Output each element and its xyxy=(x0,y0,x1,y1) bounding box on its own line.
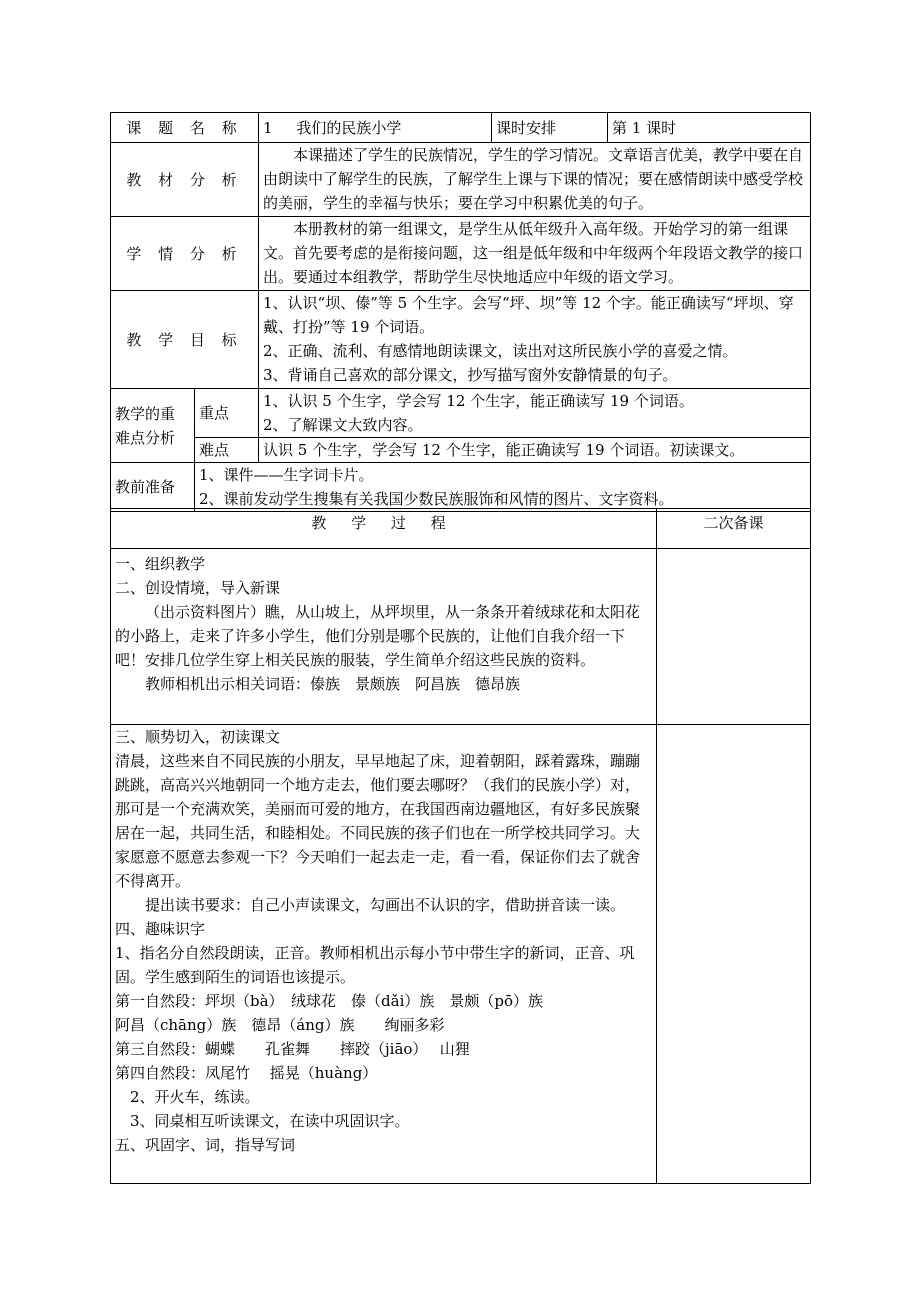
goal-1: 1、认识“坝、傣”等 5 个生字。会写“坪、坝”等 12 个字。能正确读写“坪坝、穿戴、打扮”等 19 个词语。 xyxy=(263,294,794,336)
prep-item-1: 1、课件——生字词卡片。 xyxy=(199,466,374,484)
process-block-2 xyxy=(111,725,657,1184)
teaching-process-table xyxy=(110,508,811,1184)
process-header xyxy=(111,509,657,549)
step-organize: 一、组织教学 xyxy=(115,555,206,573)
keypoints-label-line-1: 教学的重 xyxy=(115,404,176,423)
lesson-title: 我们的民族小学 xyxy=(296,118,402,137)
step-introduce-words: 教师相机出示相关词语：傣族 景颇族 阿昌族 德昂族 xyxy=(145,675,521,693)
course-title-label: 课 题 名 称 xyxy=(111,113,259,143)
literacy-item-1: 1、指名分自然段朗读，正音。教师相机出示每小节中带生字的新词，正音、巩固。学生感到陌生的词语也该提示。 xyxy=(115,944,635,986)
reading-requirement: 提出读书要求：自己小声读课文，勾画出不认识的字，借助拼音读一读。 xyxy=(145,896,626,914)
difficulty-label: 难点 xyxy=(195,438,259,463)
schedule-label: 课时安排 xyxy=(492,113,608,143)
student-analysis-text: 本册教材的第一组课文，是学生从低年级升入高年级。开始学习的第一组课文。首先要考虑的是衔接问题，这一组是低年级和中年级两个年段语文教学的接口出。要通过本组教学，帮助学生尽快地适应中年级的语文学习。 xyxy=(259,217,811,291)
literacy-item-2: 2、开火车，练读。 xyxy=(130,1088,260,1106)
paragraph-4-words: 第四自然段：凤尾竹 摇晃（huàng） xyxy=(115,1064,378,1082)
textbook-analysis-text: 本课描述了学生的民族情况，学生的学习情况。文章语言优美，教学中要在自由朗读中了解学生的民族，了解学生上课与下课的情况；要在感情朗读中感受学校的美丽，学生的幸福与快乐；要在学习中积累优美的句子。 xyxy=(259,143,811,217)
teaching-goals-label: 教 学 目 标 xyxy=(111,291,259,389)
course-title-cell xyxy=(259,113,492,143)
second-prep-header: 二次备课 xyxy=(657,509,811,549)
key-point-2: 2、了解课文大致内容。 xyxy=(263,416,423,434)
prep-item-2: 2、课前发动学生搜集有关我国少数民族服饰和风情的图片、文字资料。 xyxy=(199,490,674,508)
process-header-text: 教 学 过 程 xyxy=(311,514,456,532)
teaching-goals-text xyxy=(259,291,811,389)
paragraph-3-words: 第三自然段：蝴蝶 孔雀舞 摔跤（jiāo） 山狸 xyxy=(115,1040,470,1058)
paragraph-1-words: 第一自然段：坪坝（bà） 绒球花 傣（dǎi）族 景颇（pō）族 xyxy=(115,992,544,1010)
goal-2: 2、正确、流利、有感情地朗读课文，读出对这所民族小学的喜爱之情。 xyxy=(263,342,738,360)
goal-3: 3、背诵自己喜欢的部分课文，抄写描写窗外安静情景的句子。 xyxy=(263,366,678,384)
key-point-text xyxy=(259,389,811,438)
step-first-read-text: 清晨，这些来自不同民族的小朋友，早早地起了床，迎着朝阳，踩着露珠，蹦蹦跳跳，高高兴兴地朝同一个地方走去，他们要去哪呀？（我们的民族小学）对，那可是一个充满欢笑，美丽而可爱的地方，在我国西南边疆地区，有好多民族聚居在一起，共同生活，和睦相处。不同民族的孩子们也在一所学校共同学习。大家愿意不愿意去参观一下？今天咱们一起去走一走，看一看，保证你们去了就舍不得离开。 xyxy=(115,752,641,890)
literacy-item-3: 3、同桌相互听读课文，在读中巩固识字。 xyxy=(130,1112,410,1130)
prep-text xyxy=(195,463,811,512)
prep-label: 教前准备 xyxy=(111,463,195,512)
lesson-info-table xyxy=(110,112,811,512)
schedule-value: 第 1 课时 xyxy=(608,113,811,143)
step-consolidate: 五、巩固字、词，指导写词 xyxy=(115,1136,296,1154)
keypoints-label-line-2: 难点分析 xyxy=(115,428,176,447)
textbook-analysis-label: 教 材 分 析 xyxy=(111,143,259,217)
step-introduce: 二、创设情境，导入新课 xyxy=(115,579,281,597)
key-point-1: 1、认识 5 个生字，学会写 12 个生字，能正确读写 19 个词语。 xyxy=(263,392,694,410)
second-prep-cell-2 xyxy=(657,725,811,1184)
step-first-read: 三、顺势切入，初读课文 xyxy=(115,728,281,746)
step-introduce-text: （出示资料图片）瞧，从山坡上，从坪坝里，从一条条开着绒球花和太阳花的小路上，走来了许多小学生，他们分别是哪个民族的，让他们自我介绍一下吧！安排几位学生穿上相关民族的服装，学生简单介绍这些民族的资料。 xyxy=(115,603,641,669)
student-analysis-label: 学 情 分 析 xyxy=(111,217,259,291)
lesson-number: 1 xyxy=(263,118,273,137)
key-point-label: 重点 xyxy=(195,389,259,438)
keypoints-label xyxy=(111,389,195,463)
second-prep-cell-1 xyxy=(657,549,811,725)
step-literacy: 四、趣味识字 xyxy=(115,920,206,938)
process-block-1 xyxy=(111,549,657,725)
difficulty-text: 认识 5 个生字，学会写 12 个生字，能正确读写 19 个词语。初读课文。 xyxy=(259,438,811,463)
paragraph-1-words-cont: 阿昌（chāng）族 德昂（áng）族 绚丽多彩 xyxy=(115,1016,445,1034)
